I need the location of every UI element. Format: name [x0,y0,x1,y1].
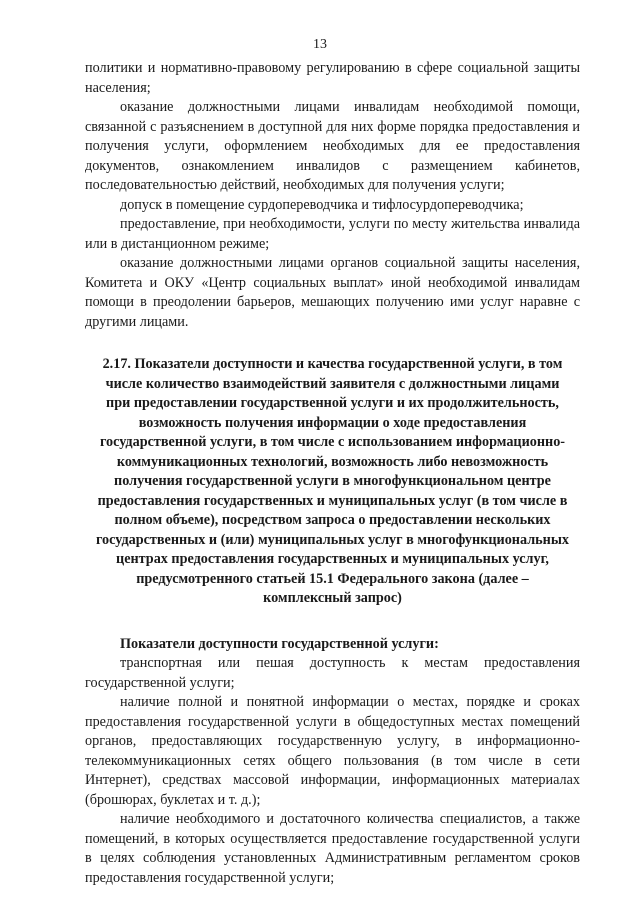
paragraph-transport-access: транспортная или пешая доступность к местам предоставления государственной услуги; [85,655,580,691]
paragraph-assistance: оказание должностными лицами инвалидам необходимой помощи, связанной с разъяснением в доступной для них форме порядка предоставления и получения услуги, оформлением необходимых для ее предоставления документов, ознакомлением инвалидов с размещением кабинетов, последовательностью действий, необходимых для получения услуги; [85,99,580,193]
paragraph-remote-service: предоставление, при необходимости, услуги по месту жительства инвалида или в дистанционном режиме; [85,216,580,252]
page-number: 13 [313,37,327,52]
paragraph-continuation: политики и нормативно-правовому регулированию в сфере социальной защиты населения; [85,60,580,96]
paragraph-barrier-help: оказание должностными лицами органов социальной защиты населения, Комитета и ОКУ «Центр социальных выплат» иной необходимой инвалидам помощи в преодолении барьеров, мешающих получению ими услуг наравне с другими лицами. [85,255,580,330]
page-content [85,59,580,888]
section-heading: 2.17. Показатели доступности и качества государственной услуги, в том числе количество взаимодействий заявителя с должностными лицами при предоставлении государственной услуги и их продолжительность, возможность получения информации о ходе предоставления государственной услуги, в том числе с использованием информационно-коммуникационных технологий, возможность либо невозможность получения государственной услуги в многофункциональном центре предоставления государственных и муниципальных услуг (в том числе в полном объеме), посредством запроса о предоставлении нескольких государственных и (или) муниципальных услуг в многофункциональных центрах предоставления государственных и муниципальных услуг, предусмотренного статьей 15.1 Федерального закона (далее – комплексный запрос) [95,356,570,606]
paragraph-interpreter-admission: допуск в помещение сурдопереводчика и тифлосурдопереводчика; [120,196,524,213]
paragraph-information: наличие полной и понятной информации о местах, порядке и сроках предоставления государственной услуги в общедоступных местах помещений органов, предоставляющих государственную услугу, в информационно-телекоммуникационных сетях общего пользования (в том числе в сети Интернет), средствах массовой информации, информационных материалах (брошюрах, буклетах и т. д.); [85,694,580,808]
paragraph-specialists: наличие необходимого и достаточного количества специалистов, а также помещений, в которых осуществляется предоставление государственной услуги в целях соблюдения установленных Административным регламентом сроков предоставления государственной услуги; [85,811,580,886]
subheading: Показатели доступности государственной услуги: [120,635,439,652]
